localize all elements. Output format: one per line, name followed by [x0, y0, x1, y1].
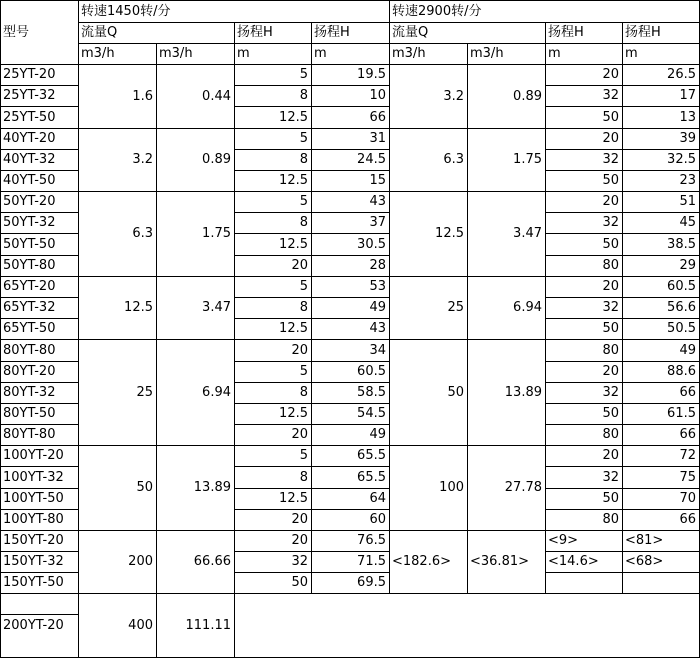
flow-cell: 50 [447, 384, 464, 400]
grid-line [234, 233, 390, 234]
head-cell [545, 572, 622, 593]
head-cell: 66 [679, 427, 696, 442]
head-cell: 30.5 [357, 236, 386, 252]
flow-cell: 0.44 [202, 88, 231, 104]
grid-line [234, 466, 390, 467]
model-cell: 200YT-20 [3, 617, 64, 633]
head-cell: 50 [602, 109, 619, 125]
grid-line [545, 297, 700, 298]
grid-line [0, 128, 700, 129]
head-cell: 5 [299, 279, 308, 294]
head-cell: 20 [291, 512, 308, 527]
model-cell: 25YT-32 [3, 88, 56, 103]
head-header: 扬程H [314, 25, 350, 40]
model-cell: 80YT-80 [3, 427, 56, 442]
flow-cell: 1.6 [132, 88, 153, 104]
grid-line [545, 85, 700, 86]
flow-header: 流量Q [392, 25, 429, 40]
head-cell: 32 [291, 554, 308, 569]
grid-line [0, 64, 700, 65]
head-cell: 8 [299, 152, 308, 167]
head-cell: 12.5 [279, 236, 308, 252]
flow-cell: 12.5 [124, 300, 153, 315]
head-cell: 49 [369, 427, 386, 442]
head-cell: 60.5 [357, 364, 386, 379]
grid-line [0, 466, 79, 467]
head-cell: 5 [299, 131, 308, 146]
head-cell: 8 [299, 88, 308, 103]
flow-cell: 1.75 [513, 152, 542, 167]
head-cell: 80 [602, 512, 619, 527]
grid-line [234, 382, 390, 383]
model-cell: 100YT-80 [3, 512, 64, 527]
grid-line [0, 509, 79, 510]
head-cell: 32 [602, 300, 619, 315]
head-cell: 20 [602, 364, 619, 379]
head-cell: 12.5 [279, 109, 308, 125]
grid-line [0, 0, 700, 1]
head-cell: 28 [369, 258, 386, 273]
flow-cell: 3.2 [132, 152, 153, 167]
head-cell: 60 [369, 512, 386, 527]
grid-line [234, 255, 390, 256]
grid-line [234, 212, 390, 213]
flow-cell: 0.89 [202, 152, 231, 167]
grid-line [0, 85, 79, 86]
head-cell: 34 [369, 342, 386, 358]
head-cell: 20 [291, 427, 308, 442]
head-cell: 65.5 [357, 469, 386, 485]
grid-line [234, 361, 390, 362]
grid-line [0, 445, 700, 446]
model-cell: 65YT-50 [3, 321, 56, 336]
head-cell: 5 [299, 364, 308, 379]
model-cell: 150YT-20 [3, 533, 64, 548]
head-cell: 71.5 [357, 554, 386, 569]
grid-line [0, 614, 79, 615]
head-cell: 66 [679, 512, 696, 527]
grid-line [545, 318, 700, 319]
flow-cell: 0.89 [513, 88, 542, 104]
grid-line [234, 509, 390, 510]
head-cell: 20 [291, 533, 308, 548]
head-cell: 80 [602, 427, 619, 442]
head-header: 扬程H [625, 25, 661, 40]
head-cell: 32 [602, 215, 619, 230]
head-cell: 5 [299, 448, 308, 463]
head-cell: <68> [625, 554, 664, 569]
head-cell: 37 [369, 215, 386, 230]
head-cell: 13 [679, 109, 696, 125]
grid-line [0, 170, 79, 171]
model-cell: 40YT-20 [3, 131, 56, 146]
head-cell: 43 [369, 321, 386, 336]
flow-cell: 3.2 [443, 88, 464, 104]
flow-unit: m3/h [159, 46, 193, 61]
flow-cell: 13.89 [504, 384, 542, 400]
head-cell: 20 [291, 342, 308, 358]
head-cell: 49 [369, 300, 386, 315]
flow-unit: m3/h [470, 46, 504, 61]
head-cell: 80 [602, 258, 619, 273]
grid-line [234, 488, 390, 489]
head-cell: 20 [602, 448, 619, 463]
model-cell: 65YT-32 [3, 300, 56, 315]
grid-line [0, 318, 79, 319]
head-cell: 53 [369, 279, 386, 294]
flow-cell: 1.75 [202, 226, 231, 241]
flow-cell: 3.47 [202, 300, 231, 315]
head-cell: 23 [679, 173, 696, 188]
head-cell: 88.6 [667, 364, 696, 379]
head-cell: 31 [369, 131, 386, 146]
grid-line [545, 572, 700, 573]
head-cell: 12.5 [279, 491, 308, 506]
flow-cell [467, 593, 545, 657]
model-cell: 100YT-32 [3, 469, 64, 485]
flow-unit: m3/h [392, 46, 426, 61]
flow-cell [389, 593, 467, 657]
head-unit: m [237, 46, 250, 61]
grid-line [156, 43, 157, 658]
grid-line [0, 233, 79, 234]
grid-line [234, 85, 390, 86]
head-cell: 75 [679, 469, 696, 485]
flow-cell: 66.66 [193, 554, 231, 569]
grid-line [0, 255, 79, 256]
head-cell [545, 593, 622, 657]
model-cell: 80YT-80 [3, 342, 56, 358]
head-cell: 20 [602, 279, 619, 294]
head-cell: 32.5 [667, 152, 696, 167]
head-cell: 20 [602, 194, 619, 209]
model-cell: 40YT-50 [3, 173, 56, 188]
head-cell: 32 [602, 88, 619, 103]
head-cell: 61.5 [667, 406, 696, 421]
grid-line [0, 297, 79, 298]
grid-line [545, 255, 700, 256]
head-cell: 60.5 [667, 279, 696, 294]
grid-line [234, 297, 390, 298]
model-cell: 50YT-80 [3, 258, 56, 273]
head-cell: 50 [602, 236, 619, 252]
grid-line [467, 43, 468, 594]
model-cell: 150YT-32 [3, 554, 64, 569]
grid-line [0, 551, 79, 552]
head-cell: 50.5 [667, 321, 696, 336]
grid-line [0, 361, 79, 362]
grid-line [545, 170, 700, 171]
grid-line [0, 488, 79, 489]
flow-cell: <36.81> [470, 554, 530, 569]
head-cell: <81> [625, 533, 664, 548]
head-unit: m [548, 46, 561, 61]
head-cell: 12.5 [279, 173, 308, 188]
head-unit: m [314, 46, 327, 61]
head-cell: 32 [602, 469, 619, 485]
head-cell: 65.5 [357, 448, 386, 463]
head-cell: 17 [679, 88, 696, 103]
model-cell: 25YT-20 [3, 67, 56, 82]
head-cell [622, 572, 699, 593]
head-cell: 80 [602, 342, 619, 358]
head-cell: 56.6 [667, 300, 696, 315]
flow-cell: 25 [447, 300, 464, 315]
model-cell: 80YT-32 [3, 385, 56, 400]
flow-cell: 6.94 [202, 384, 231, 400]
flow-cell: 200 [128, 554, 153, 569]
model-cell: 25YT-50 [3, 109, 56, 125]
head-cell: 50 [602, 321, 619, 336]
head-cell: 32 [602, 152, 619, 167]
flow-header: 流量Q [81, 25, 118, 40]
model-cell: 100YT-50 [3, 491, 64, 506]
grid-line [0, 191, 700, 192]
flow-cell: 100 [439, 480, 464, 495]
model-cell: 100YT-20 [3, 448, 64, 463]
head-cell: 26.5 [667, 67, 696, 82]
flow-cell: 400 [128, 617, 153, 633]
flow-cell: 111.11 [185, 617, 231, 633]
head-unit: m [625, 46, 638, 61]
grid-line [0, 276, 700, 277]
head-cell: 8 [299, 469, 308, 485]
head-header: 扬程H [237, 25, 273, 40]
flow-cell: 6.3 [132, 226, 153, 241]
head-cell: <9> [548, 533, 579, 548]
grid-line [234, 170, 390, 171]
model-cell: 50YT-32 [3, 215, 56, 230]
head-cell: 8 [299, 385, 308, 400]
flow-cell: 3.47 [513, 226, 542, 241]
head-cell: 54.5 [357, 406, 386, 421]
speed-1450-header: 转速1450转/分 [81, 3, 171, 19]
model-cell: 65YT-20 [3, 279, 56, 294]
grid-line [545, 382, 700, 383]
grid-line [545, 403, 700, 404]
grid-line [234, 106, 390, 107]
head-cell: 69.5 [357, 575, 386, 590]
head-cell: 45 [679, 215, 696, 230]
head-cell: 64 [369, 491, 386, 506]
grid-line [234, 572, 390, 573]
grid-line [0, 149, 79, 150]
flow-cell: 12.5 [435, 226, 464, 241]
head-cell: 50 [291, 575, 308, 590]
model-cell: 80YT-50 [3, 406, 56, 421]
model-cell: 80YT-20 [3, 364, 56, 379]
head-cell: 32 [602, 385, 619, 400]
grid-line [0, 382, 79, 383]
head-cell: 50 [602, 491, 619, 506]
flow-cell: 13.89 [193, 480, 231, 495]
head-cell: 20 [291, 258, 308, 273]
grid-line [0, 339, 700, 340]
head-cell: 19.5 [357, 67, 386, 82]
head-cell: 58.5 [357, 385, 386, 400]
grid-line [0, 424, 79, 425]
grid-line [545, 509, 700, 510]
head-cell: 15 [369, 173, 386, 188]
grid-line [234, 149, 390, 150]
head-cell: 49 [679, 342, 696, 358]
grid-line [545, 212, 700, 213]
grid-line [545, 106, 700, 107]
head-cell: 8 [299, 215, 308, 230]
head-cell: 24.5 [357, 152, 386, 167]
head-cell: 70 [679, 491, 696, 506]
head-header: 扬程H [548, 25, 584, 40]
grid-line [545, 466, 700, 467]
head-cell: <14.6> [548, 554, 599, 569]
head-cell: 12.5 [279, 406, 308, 421]
grid-line [545, 233, 700, 234]
head-cell: 66 [679, 385, 696, 400]
model-cell: 50YT-20 [3, 194, 56, 209]
head-cell: 50 [602, 173, 619, 188]
flow-cell: 27.78 [504, 480, 542, 495]
head-cell: 50 [602, 406, 619, 421]
head-cell: 76.5 [357, 533, 386, 548]
grid-line [0, 212, 79, 213]
head-cell: 66 [369, 109, 386, 125]
head-cell: 8 [299, 300, 308, 315]
head-cell: 10 [369, 88, 386, 103]
grid-line [0, 106, 79, 107]
grid-line [234, 424, 390, 425]
grid-line [545, 424, 700, 425]
head-cell: 20 [602, 131, 619, 146]
head-cell: 39 [679, 131, 696, 146]
head-cell [234, 593, 311, 657]
head-cell: 72 [679, 448, 696, 463]
grid-line [545, 551, 700, 552]
flow-cell: <182.6> [392, 554, 452, 569]
grid-line [0, 572, 79, 573]
grid-line [234, 318, 390, 319]
head-cell: 5 [299, 67, 308, 82]
flow-cell: 6.3 [443, 152, 464, 167]
model-cell: 40YT-32 [3, 152, 56, 167]
grid-line [234, 22, 235, 658]
grid-line [545, 488, 700, 489]
head-cell: 29 [679, 258, 696, 273]
head-cell [622, 593, 699, 657]
flow-cell: 25 [136, 384, 153, 400]
grid-line [234, 403, 390, 404]
grid-line [0, 403, 79, 404]
head-cell: 43 [369, 194, 386, 209]
model-cell: 150YT-50 [3, 575, 64, 590]
grid-line [234, 551, 390, 552]
head-cell: 20 [602, 67, 619, 82]
model-cell: 50YT-50 [3, 236, 56, 252]
model-header: 型号 [3, 24, 30, 40]
head-cell: 38.5 [667, 236, 696, 252]
grid-line [545, 149, 700, 150]
speed-2900-header: 转速2900转/分 [392, 3, 482, 19]
flow-unit: m3/h [81, 46, 115, 61]
flow-cell: 50 [136, 480, 153, 495]
head-cell: 51 [679, 194, 696, 209]
head-cell [311, 593, 389, 657]
flow-cell: 6.94 [513, 300, 542, 315]
head-cell: 5 [299, 194, 308, 209]
grid-line [0, 593, 700, 594]
grid-line [545, 361, 700, 362]
head-cell: 12.5 [279, 321, 308, 336]
grid-line [78, 0, 79, 658]
grid-line [0, 0, 1, 658]
grid-line [0, 530, 700, 531]
